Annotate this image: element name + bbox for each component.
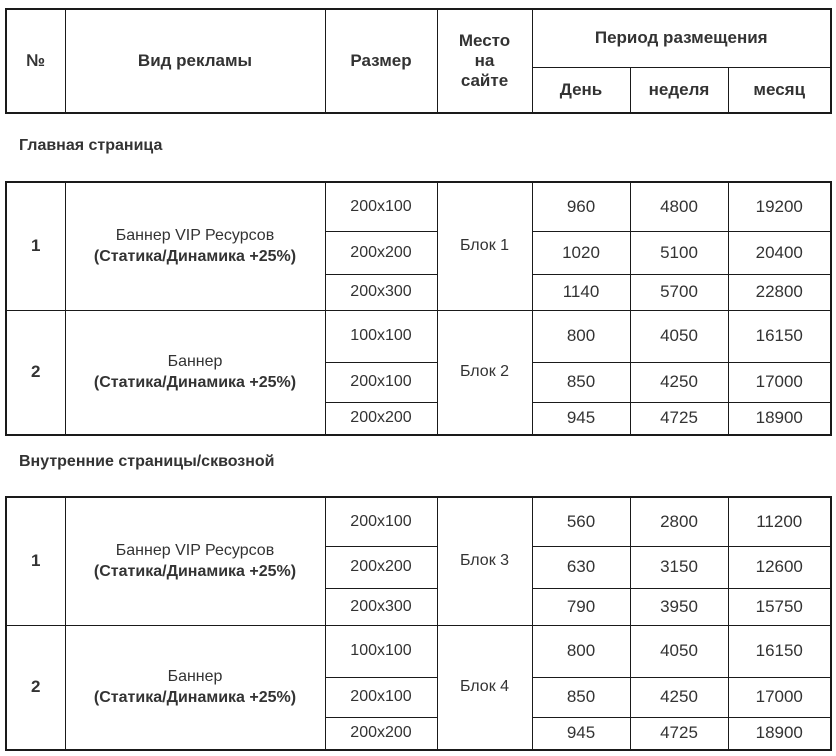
size-cell: 200x300 [325,588,437,625]
price-week: 4725 [630,717,728,750]
price-month: 19200 [728,182,831,231]
ad-type-cell [65,497,325,625]
price-month: 18900 [728,717,831,750]
price-header-table [5,8,832,114]
price-day: 945 [532,402,630,435]
price-month: 16150 [728,625,831,677]
price-week: 4250 [630,677,728,717]
price-week: 3950 [630,588,728,625]
price-day: 630 [532,546,630,588]
size-cell: 200x300 [325,274,437,310]
price-week: 5100 [630,231,728,274]
ad-name: Баннер [167,668,223,686]
price-month: 18900 [728,402,831,435]
header-day: День [532,67,630,113]
row-number: 2 [6,625,65,750]
header-num: № [6,9,65,113]
price-day: 800 [532,310,630,362]
size-cell: 200x100 [325,362,437,402]
price-week: 4050 [630,625,728,677]
row-number: 1 [6,182,65,310]
block-cell: Блок 4 [437,625,532,750]
ad-name: Баннер [167,353,223,371]
size-cell: 200x200 [325,546,437,588]
size-cell: 200x100 [325,677,437,717]
header-place-line1: Место [458,31,511,50]
ad-name: Баннер VIP Ресурсов [115,227,275,245]
price-month: 11200 [728,497,831,546]
section-title-main-page: Главная страница [19,137,163,154]
inner-pages-table [5,496,832,751]
price-day: 790 [532,588,630,625]
price-week: 4800 [630,182,728,231]
price-week: 2800 [630,497,728,546]
header-place-line2: на [474,51,495,70]
size-cell: 200x200 [325,402,437,435]
price-day: 850 [532,362,630,402]
price-month: 22800 [728,274,831,310]
price-month: 17000 [728,677,831,717]
ad-type-cell [65,182,325,310]
price-day: 1140 [532,274,630,310]
price-week: 3150 [630,546,728,588]
price-week: 4050 [630,310,728,362]
size-cell: 100x100 [325,310,437,362]
block-cell: Блок 2 [437,310,532,435]
price-day: 560 [532,497,630,546]
ad-note: (Статика/Динамика +25%) [93,374,297,392]
block-cell: Блок 3 [437,497,532,625]
price-month: 15750 [728,588,831,625]
size-cell: 200x200 [325,231,437,274]
price-week: 5700 [630,274,728,310]
row-number: 1 [6,497,65,625]
table-row [6,310,831,362]
block-cell: Блок 1 [437,182,532,310]
ad-note: (Статика/Динамика +25%) [93,248,297,266]
size-cell: 200x100 [325,182,437,231]
header-week: неделя [630,67,728,113]
ad-note: (Статика/Динамика +25%) [93,563,297,581]
size-cell: 100x100 [325,625,437,677]
price-month: 16150 [728,310,831,362]
header-size: Размер [325,9,437,113]
ad-type-cell [65,625,325,750]
price-day: 1020 [532,231,630,274]
size-cell: 200x100 [325,497,437,546]
ad-type-cell [65,310,325,435]
price-day: 850 [532,677,630,717]
price-day: 960 [532,182,630,231]
row-number: 2 [6,310,65,435]
table-row [6,182,831,231]
price-month: 20400 [728,231,831,274]
header-month: месяц [728,67,831,113]
header-ad-type: Вид рекламы [65,9,325,113]
table-row [6,497,831,546]
header-place-line3: сайте [460,71,509,90]
price-month: 17000 [728,362,831,402]
ad-name: Баннер VIP Ресурсов [115,542,275,560]
price-week: 4250 [630,362,728,402]
section-title-inner-pages: Внутренние страницы/сквозной [19,453,275,470]
price-week: 4725 [630,402,728,435]
main-page-table [5,181,832,436]
ad-note: (Статика/Динамика +25%) [93,689,297,707]
header-period: Период размещения [532,9,831,67]
price-day: 945 [532,717,630,750]
size-cell: 200x200 [325,717,437,750]
header-place [437,9,532,113]
table-row [6,625,831,677]
price-day: 800 [532,625,630,677]
price-month: 12600 [728,546,831,588]
